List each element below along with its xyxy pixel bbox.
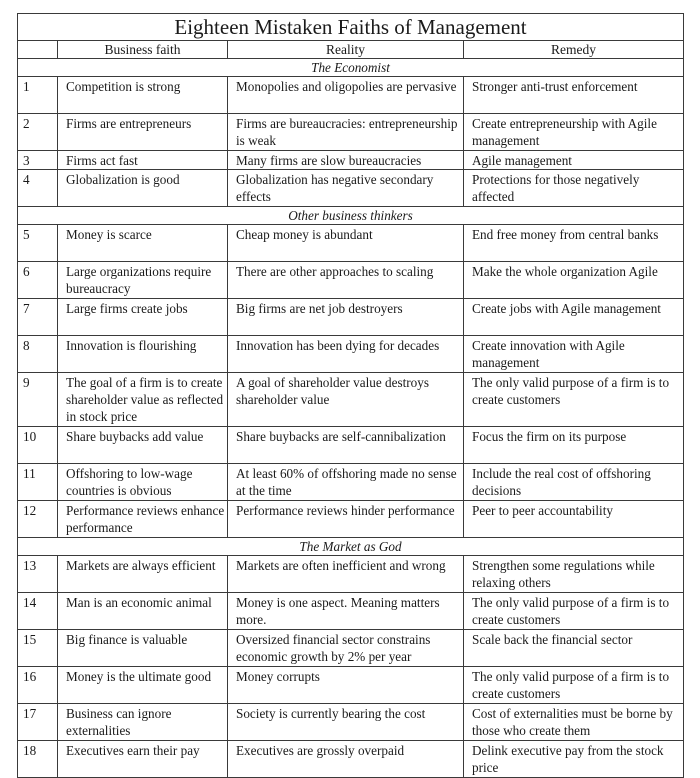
reality-cell: Innovation has been dying for decades — [228, 336, 464, 373]
reality-cell: Share buybacks are self-cannibalization — [228, 427, 464, 464]
business-faith-cell: Markets are always efficient — [58, 556, 228, 593]
remedy-cell: Include the real cost of offshoring decisions — [464, 464, 684, 501]
section-row — [18, 538, 684, 556]
business-faith-cell: Money is scarce — [58, 225, 228, 262]
reality-cell: Monopolies and oligopolies are pervasive — [228, 77, 464, 114]
header-business-faith: Business faith — [58, 41, 228, 59]
reality-cell: Oversized financial sector constrains economic growth by 2% per year — [228, 630, 464, 667]
header-number — [18, 41, 58, 59]
header-reality: Reality — [228, 41, 464, 59]
row-number: 10 — [18, 427, 58, 464]
reality-cell: Money is one aspect. Meaning matters more. — [228, 593, 464, 630]
business-faith-cell: Performance reviews enhance performance — [58, 501, 228, 538]
row-number: 6 — [18, 262, 58, 299]
reality-cell: Executives are grossly overpaid — [228, 741, 464, 778]
remedy-cell: Agile management — [464, 151, 684, 170]
reality-cell: There are other approaches to scaling — [228, 262, 464, 299]
remedy-cell: Create entrepreneurship with Agile management — [464, 114, 684, 151]
remedy-cell: Make the whole organization Agile — [464, 262, 684, 299]
remedy-cell: Create innovation with Agile management — [464, 336, 684, 373]
table-row — [18, 501, 684, 538]
reality-cell: Many firms are slow bureaucracies — [228, 151, 464, 170]
business-faith-cell: Big finance is valuable — [58, 630, 228, 667]
row-number: 3 — [18, 151, 58, 170]
mistaken-faiths-table-container — [17, 13, 683, 778]
table-row — [18, 464, 684, 501]
reality-cell: Markets are often inefficient and wrong — [228, 556, 464, 593]
section-heading: The Economist — [18, 59, 684, 77]
table-row — [18, 593, 684, 630]
reality-cell: Money corrupts — [228, 667, 464, 704]
reality-cell: Performance reviews hinder performance — [228, 501, 464, 538]
section-row — [18, 207, 684, 225]
section-row — [18, 59, 684, 77]
business-faith-cell: Offshoring to low-wage countries is obvious — [58, 464, 228, 501]
row-number: 14 — [18, 593, 58, 630]
row-number: 16 — [18, 667, 58, 704]
header-remedy: Remedy — [464, 41, 684, 59]
business-faith-cell: Globalization is good — [58, 170, 228, 207]
remedy-cell: Focus the firm on its purpose — [464, 427, 684, 464]
reality-cell: Globalization has negative secondary effects — [228, 170, 464, 207]
row-number: 9 — [18, 373, 58, 427]
table-row — [18, 170, 684, 207]
reality-cell: Society is currently bearing the cost — [228, 704, 464, 741]
business-faith-cell: The goal of a firm is to create shareholder value as reflected in stock price — [58, 373, 228, 427]
remedy-cell: Delink executive pay from the stock price — [464, 741, 684, 778]
remedy-cell: Protections for those negatively affected — [464, 170, 684, 207]
table-row — [18, 77, 684, 114]
business-faith-cell: Large firms create jobs — [58, 299, 228, 336]
table-row — [18, 630, 684, 667]
mistaken-faiths-table — [17, 13, 684, 778]
table-row — [18, 151, 684, 170]
table-title: Eighteen Mistaken Faiths of Management — [18, 14, 684, 41]
business-faith-cell: Man is an economic animal — [58, 593, 228, 630]
title-row — [18, 14, 684, 41]
table-row — [18, 299, 684, 336]
remedy-cell: End free money from central banks — [464, 225, 684, 262]
row-number: 11 — [18, 464, 58, 501]
reality-cell: A goal of shareholder value destroys shareholder value — [228, 373, 464, 427]
row-number: 17 — [18, 704, 58, 741]
business-faith-cell: Firms are entrepreneurs — [58, 114, 228, 151]
business-faith-cell: Large organizations require bureaucracy — [58, 262, 228, 299]
table-row — [18, 427, 684, 464]
remedy-cell: The only valid purpose of a firm is to create customers — [464, 373, 684, 427]
row-number: 7 — [18, 299, 58, 336]
business-faith-cell: Business can ignore externalities — [58, 704, 228, 741]
table-row — [18, 556, 684, 593]
row-number: 4 — [18, 170, 58, 207]
row-number: 2 — [18, 114, 58, 151]
business-faith-cell: Money is the ultimate good — [58, 667, 228, 704]
header-row — [18, 41, 684, 59]
reality-cell: Firms are bureaucracies: entrepreneurship is weak — [228, 114, 464, 151]
row-number: 1 — [18, 77, 58, 114]
row-number: 15 — [18, 630, 58, 667]
reality-cell: Big firms are net job destroyers — [228, 299, 464, 336]
table-row — [18, 262, 684, 299]
remedy-cell: The only valid purpose of a firm is to create customers — [464, 667, 684, 704]
table-row — [18, 336, 684, 373]
remedy-cell: Cost of externalities must be borne by those who create them — [464, 704, 684, 741]
remedy-cell: Scale back the financial sector — [464, 630, 684, 667]
table-row — [18, 225, 684, 262]
remedy-cell: The only valid purpose of a firm is to create customers — [464, 593, 684, 630]
reality-cell: At least 60% of offshoring made no sense at the time — [228, 464, 464, 501]
row-number: 12 — [18, 501, 58, 538]
business-faith-cell: Firms act fast — [58, 151, 228, 170]
business-faith-cell: Innovation is flourishing — [58, 336, 228, 373]
table-row — [18, 667, 684, 704]
business-faith-cell: Executives earn their pay — [58, 741, 228, 778]
section-heading: Other business thinkers — [18, 207, 684, 225]
table-row — [18, 114, 684, 151]
row-number: 5 — [18, 225, 58, 262]
table-row — [18, 373, 684, 427]
section-heading: The Market as God — [18, 538, 684, 556]
row-number: 13 — [18, 556, 58, 593]
business-faith-cell: Share buybacks add value — [58, 427, 228, 464]
table-row — [18, 741, 684, 778]
row-number: 18 — [18, 741, 58, 778]
business-faith-cell: Competition is strong — [58, 77, 228, 114]
remedy-cell: Peer to peer accountability — [464, 501, 684, 538]
remedy-cell: Strengthen some regulations while relaxing others — [464, 556, 684, 593]
table-row — [18, 704, 684, 741]
remedy-cell: Create jobs with Agile management — [464, 299, 684, 336]
row-number: 8 — [18, 336, 58, 373]
reality-cell: Cheap money is abundant — [228, 225, 464, 262]
remedy-cell: Stronger anti-trust enforcement — [464, 77, 684, 114]
